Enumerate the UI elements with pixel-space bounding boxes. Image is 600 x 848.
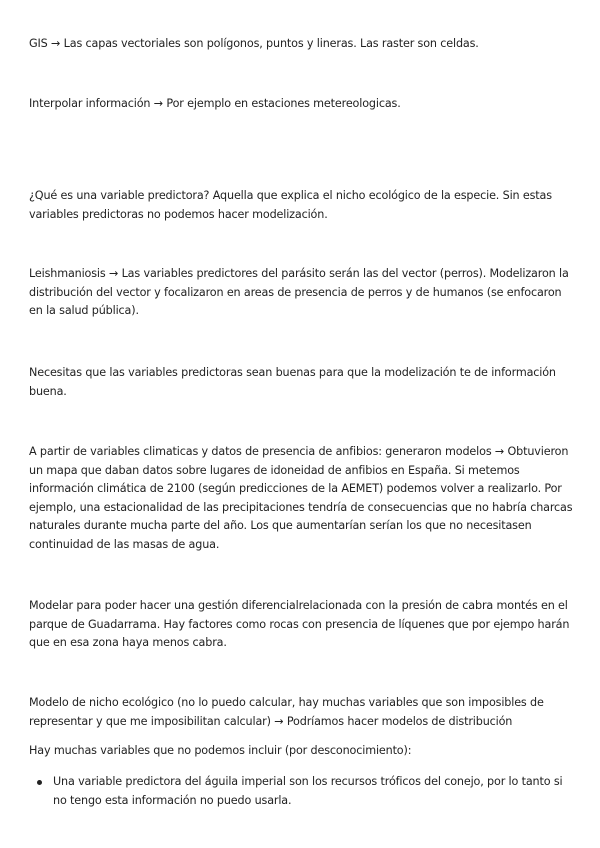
bullet-dot-icon [37,780,42,785]
paragraph-cabra-montes: Modelar para poder hacer una gestión diferencialrelacionada con la presión de cabra montés en el parque de Guadarrama. Hay factores como rocas con presencia de líquenes que por ejempo harán que en esa zona haya menos cabra. [29,599,570,649]
paragraph-variable-predictora: ¿Qué es una variable predictora? Aquella que explica el nicho ecológico de la especie. Sin estas variables predictoras no podemos hacer modelización. [29,189,552,221]
list-item-text: Una variable predictora del águila imperial son los recursos tróficos del conejo, por lo tanto si no tengo esta información no puedo usarla. [53,775,563,807]
paragraph-nicho-ecologico: Modelo de nicho ecológico (no lo puedo calcular, hay muchas variables que son imposibles de representar y que me imposibilitan calcular) → Podríamos hacer modelos de distribución [29,696,544,728]
list-item [29,773,574,810]
bullet-list [29,773,574,810]
paragraph-interpolar: Interpolar información → Por ejemplo en estaciones metereologicas. [29,97,401,110]
paragraph-variables-no-incluidas: Hay muchas variables que no podemos incluir (por desconocimiento): [29,744,412,757]
paragraph-anfibios: A partir de variables climaticas y datos de presencia de anfibios: generaron modelos → Obtuvieron un mapa que daban datos sobre lugares de idoneidad de anfibios en España. Si metemos información climática de 2100 (según predicciones de la AEMET) podemos volver a realizarlo. Por ejemplo, una estacionalidad de las precipitaciones tendría de consecuencias que no habría charcas naturales durante mucha parte del año. Los que aumentarían serían los que no necesitasen continuidad de las masas de agua. [29,445,573,551]
paragraph-gis: GIS → Las capas vectoriales son polígonos, puntos y lineras. Las raster son celdas. [29,37,479,50]
paragraph-necesitas: Necesitas que las variables predictoras sean buenas para que la modelización te de información buena. [29,366,556,398]
paragraph-leishmaniosis: Leishmaniosis → Las variables predictores del parásito serán las del vector (perros). Modelizaron la distribución del vector y focalizaron en areas de presencia de perros y de humanos (se enfocaron en la salud pública). [29,267,569,317]
